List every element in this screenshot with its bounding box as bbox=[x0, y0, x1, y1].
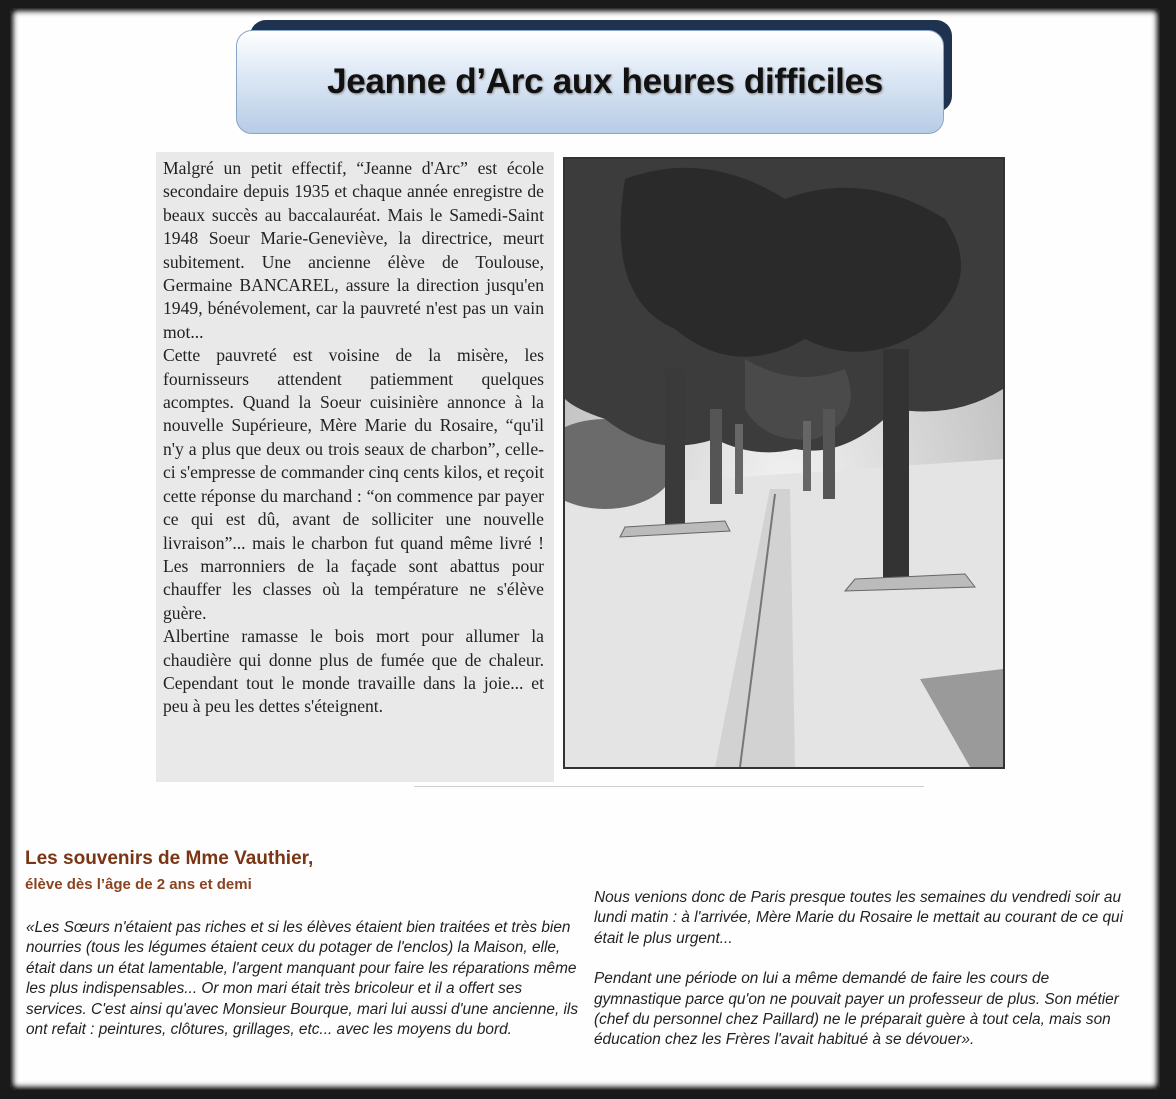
souvenirs-heading: Les souvenirs de Mme Vauthier, bbox=[25, 848, 314, 869]
page-title: Jeanne d’Arc aux heures difficiles bbox=[327, 62, 883, 101]
title-banner bbox=[236, 30, 944, 134]
article-paragraph: Malgré un petit effectif, “Jeanne d'Arc” est école secondaire depuis 1935 et chaque année enregistre de beaux succès au baccalauréat. Mais le Samedi-Saint 1948 Soeur Marie-Geneviève, la directrice, meurt subitement. Une ancienne élève de Toulouse, Germaine BANCAREL, assure la direction jusqu'en 1949, bénévolement, car la pauvreté n'est pas un vain mot... bbox=[163, 158, 544, 342]
souvenirs-subheading: élève dès l’âge de 2 ans et demi bbox=[25, 876, 252, 893]
quote-paragraph: Pendant une période on lui a même demandé de faire les cours de gymnastique parce qu'on ne pouvait payer un professeur de plus. Son métier (chef du personnel chez Paillard) ne le préparait guère à tout cela, mais son éducation chez les Frères l'avait habitué à se dévouer». bbox=[594, 970, 1119, 1049]
article-paragraph: Cette pauvreté est voisine de la misère, les fournisseurs attendent patiemment quelques acomptes. Quand la Soeur cuisinière annonce à la nouvelle Supérieure, Mère Marie du Rosaire, “qu'il n'y a plus que deux ou trois seaux de charbon”, celle-ci s'empresse de commander cinq cents kilos, et reçoit cette réponse du marchand : “on commence par payer ce qui est dû, avant de solliciter une nouvelle livraison”... mais le charbon fut quand même livré ! Les marronniers de la façade sont abattus pour chauffer les classes où la température ne s'élève guère. bbox=[163, 345, 544, 623]
article-text-block bbox=[156, 152, 554, 782]
section-divider bbox=[414, 786, 924, 787]
souvenirs-quote-right bbox=[594, 888, 1139, 1051]
tree-avenue-illustration bbox=[565, 159, 1003, 767]
tree-avenue-photo bbox=[563, 157, 1005, 769]
quote-paragraph: «Les Sœurs n'étaient pas riches et si les élèves étaient bien traitées et très bien nourries (tous les légumes étaient ceux du potager de l'enclos) la Maison, elle, était dans un état lamentable, l'argent manquant pour faire les réparations même les plus indispensables... Or mon mari était très bricoleur et il a offert ses services. C'est ainsi qu'avec Monsieur Bourque, mari lui aussi d'une ancienne, ils ont refait : peintures, clôtures, grillages, etc... avec les moyens du bord. bbox=[26, 919, 579, 1039]
souvenirs-quote-left bbox=[26, 918, 586, 1040]
quote-paragraph: Nous venions donc de Paris presque toutes les semaines du vendredi soir au lundi matin : à l'arrivée, Mère Marie du Rosaire le mettait au courant de ce qui était le plus urgent... bbox=[594, 889, 1124, 947]
article-paragraph: Albertine ramasse le bois mort pour allumer la chaudière qui donne plus de fumée que de chaleur. Cependant tout le monde travaille dans la joie... et peu à peu les dettes s'éteignent. bbox=[163, 626, 544, 717]
